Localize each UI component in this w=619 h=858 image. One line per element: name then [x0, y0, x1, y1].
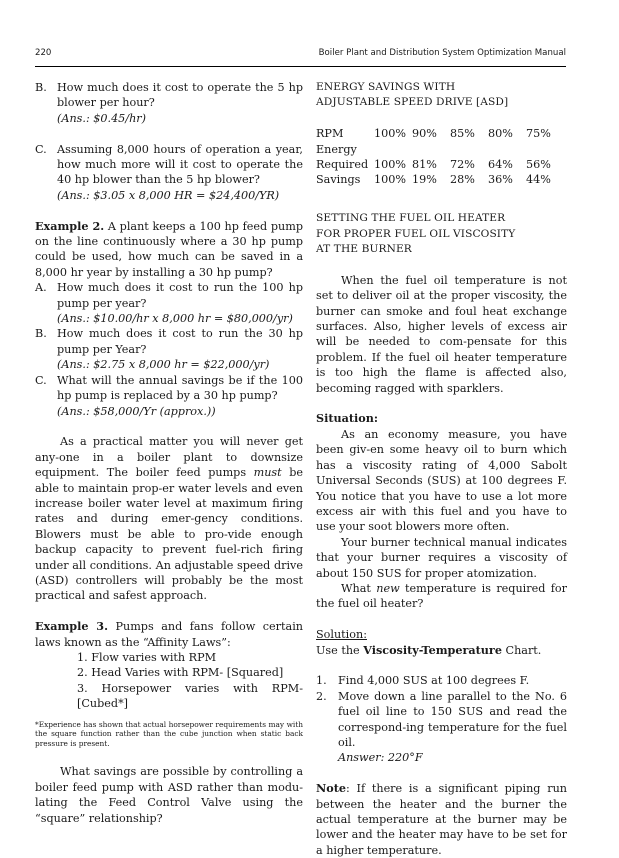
- table-cell: 28%: [450, 173, 475, 187]
- header-rule: [35, 66, 566, 67]
- example-2-item-a-marker: A.: [35, 281, 47, 295]
- question-b-text: How much does it cost to operate the 5 hp blower per hour?: [57, 81, 303, 110]
- solution-label-text: Solution:: [316, 628, 367, 642]
- question-emphasis: new: [376, 581, 400, 595]
- table-cell: 100%: [374, 158, 406, 172]
- example-2-item-a: [35, 280, 303, 326]
- note-label: Note: [316, 781, 346, 796]
- example-2-item-b-answer: (Ans.: $2.75 x 8,000 hr = $22,000/yr): [57, 358, 270, 372]
- table-cell: 90%: [412, 127, 437, 141]
- footnote: *Experience has shown that actual horsepower requirements may with the square function rather than the cube junction when static back pressure is present.: [35, 719, 303, 749]
- solution-chart-name: Viscosity-Temperature: [363, 642, 502, 657]
- example-2-item-c: [35, 373, 303, 419]
- example-2-item-c-text: What will the annual savings be if the 100 hp pump is replaced by a 30 hp pump?: [57, 373, 303, 403]
- heater-paragraph: When the fuel oil temperature is not set to deliver oil at the proper viscosity, the burner can smoke and foul heat exchange surfaces. Also, higher levels of excess air will be needed to com-pensate for this problem. If the fuel oil heater temperature is too high the flame is affected also, becoming ragged with sparklers.: [316, 273, 567, 395]
- table-cell: 85%: [450, 127, 475, 141]
- closing-question: What savings are possible by controlling a boiler feed pump with ASD rather than modu-lating the Feed Control Valve using the “square” relationship?: [35, 765, 303, 825]
- table-row-label: Required: [316, 158, 369, 172]
- solution-label: [316, 627, 567, 642]
- question-c-text: Assuming 8,000 hours of operation a year, how much more will it cost to operate the 40 hp blower than the 5 hp blower?: [57, 142, 303, 187]
- question-paragraph: [316, 581, 567, 612]
- solution-steps: [316, 673, 567, 765]
- solution-step: [316, 689, 567, 766]
- table-cell: 75%: [526, 127, 551, 141]
- table-cell: 64%: [488, 158, 513, 172]
- table-cell: 36%: [488, 173, 513, 187]
- example-3-label: Example 3.: [35, 619, 108, 634]
- asd-savings-table: [316, 126, 564, 188]
- page-number: 220: [35, 48, 52, 58]
- situation-paragraph-1: As an economy measure, you have been giv-en some heavy oil to burn which has a viscosity rating of 4,000 Sabolt Universal Seconds (SUS) at 100 degrees F. You notice that you have to use a lot more excess air with this fuel and you have to use your soot blowers more often.: [316, 427, 567, 534]
- note-paragraph: [316, 781, 567, 858]
- book-title: Boiler Plant and Distribution System Optimization Manual: [318, 48, 566, 58]
- example-2-text: A plant keeps a 100 hp feed pump on the line continuously where a 30 hp pump could be used, how much can be saved in a 8,000 hr year by installing a 30 hp pump?: [35, 219, 303, 279]
- example-2-item-c-marker: C.: [35, 373, 47, 387]
- question-text-1: What: [341, 581, 377, 595]
- heater-heading: SETTING THE FUEL OIL HEATER: [316, 212, 506, 225]
- table-cell: 100%: [374, 127, 406, 141]
- example-2-item-b-marker: B.: [35, 327, 47, 341]
- solution-answer: Answer: 220°F: [338, 751, 423, 765]
- affinity-law: 1. Flow varies with RPM: [77, 650, 217, 664]
- situation-label: [316, 411, 567, 426]
- running-header: [35, 48, 566, 64]
- situation-label-text: Situation:: [316, 411, 379, 426]
- solution-step-marker: 1.: [316, 674, 327, 688]
- right-column: [316, 80, 567, 858]
- example-2-intro: [35, 219, 303, 281]
- question-b-marker: B.: [35, 81, 47, 94]
- energy-heading: ADJUSTABLE SPEED DRIVE [ASD]: [316, 96, 509, 109]
- question-b-answer: (Ans.: $0.45/hr): [57, 111, 146, 125]
- question-c-answer: (Ans.: $3.05 x 8,000 HR = $24,400/YR): [57, 188, 280, 202]
- table-cell: 44%: [526, 173, 551, 187]
- solution-step-text: Move down a line parallel to the No. 6 fuel oil line to 150 SUS and read the correspond-ing temperature for the fuel oil.: [338, 689, 567, 749]
- table-row: [316, 172, 564, 187]
- example-2-item-a-answer: (Ans.: $10.00/hr x 8,000 hr = $80,000/yr): [57, 312, 293, 326]
- question-b: [35, 80, 303, 126]
- table-cell: 80%: [488, 127, 513, 141]
- solution-tail-text: Chart.: [501, 643, 542, 657]
- example-3-intro: [35, 619, 303, 650]
- solution-intro-text: Use the: [316, 643, 364, 657]
- solution-step-marker: 2.: [316, 689, 327, 703]
- table-row-label: Energy: [316, 142, 357, 156]
- example-3-text: Pumps and fans follow certain laws known as the “Affinity Laws”:: [35, 620, 303, 649]
- practical-emphasis: must: [253, 466, 282, 480]
- practical-text-1: As a practical matter you will never get any-one in a boiler plant to downsize equipment. The boiler feed pumps: [35, 435, 303, 480]
- practical-paragraph: [35, 434, 303, 603]
- question-c: [35, 142, 303, 204]
- table-row: [316, 157, 564, 172]
- table-row: [316, 142, 564, 157]
- table-cell: 81%: [412, 158, 437, 172]
- note-text: : If there is a significant piping run between the heater and the burner the actual temperature at the burner may be lower and the heater may have to be set for a higher temperature.: [316, 782, 567, 857]
- example-2-item-b: [35, 326, 303, 372]
- table-cell: 56%: [526, 158, 551, 172]
- solution-step: [316, 673, 567, 688]
- table-row-label: Savings: [316, 173, 361, 187]
- example-2-item-a-text: How much does it cost to run the 100 hp pump per year?: [57, 281, 303, 310]
- practical-text-2: be able to maintain prop-er water levels and even increase boiler water level at maximum firing rates and during emer-gency conditions. Blowers must be able to pro-vide enough backup capacity to prevent fuel-rich firing under all conditions. An adjustable speed drive (ASD) controllers will probably be the most practical and safest approach.: [35, 466, 303, 603]
- solution-intro: [316, 643, 567, 658]
- table-row: [316, 126, 564, 141]
- affinity-law: 3. Horsepower varies with RPM- [Cubed*]: [77, 681, 303, 711]
- example-2-item-b-text: How much does it cost to run the 30 hp pump per Year?: [57, 327, 303, 356]
- affinity-law: 2. Head Varies with RPM- [Squared]: [77, 666, 284, 680]
- example-2-item-c-answer: (Ans.: $58,000/Yr (approx.)): [57, 404, 216, 418]
- table-cell: 19%: [412, 173, 437, 187]
- question-text-2: temperature is required for the fuel oil heater?: [316, 581, 567, 611]
- situation-paragraph-2: Your burner technical manual indicates that your burner requires a viscosity of about 150 SUS for proper atomization.: [316, 535, 567, 580]
- energy-heading: ENERGY SAVINGS WITH: [316, 81, 456, 93]
- question-c-marker: C.: [35, 142, 47, 156]
- example-2-label: Example 2.: [35, 218, 105, 233]
- heater-heading: FOR PROPER FUEL OIL VISCOSITY: [316, 227, 516, 240]
- table-cell: 100%: [374, 173, 406, 187]
- solution-step-text: Find 4,000 SUS at 100 degrees F.: [338, 674, 530, 688]
- table-row-label: RPM: [316, 127, 344, 141]
- left-column: [35, 80, 303, 826]
- table-cell: 72%: [450, 158, 475, 172]
- heater-heading: AT THE BURNER: [316, 243, 412, 256]
